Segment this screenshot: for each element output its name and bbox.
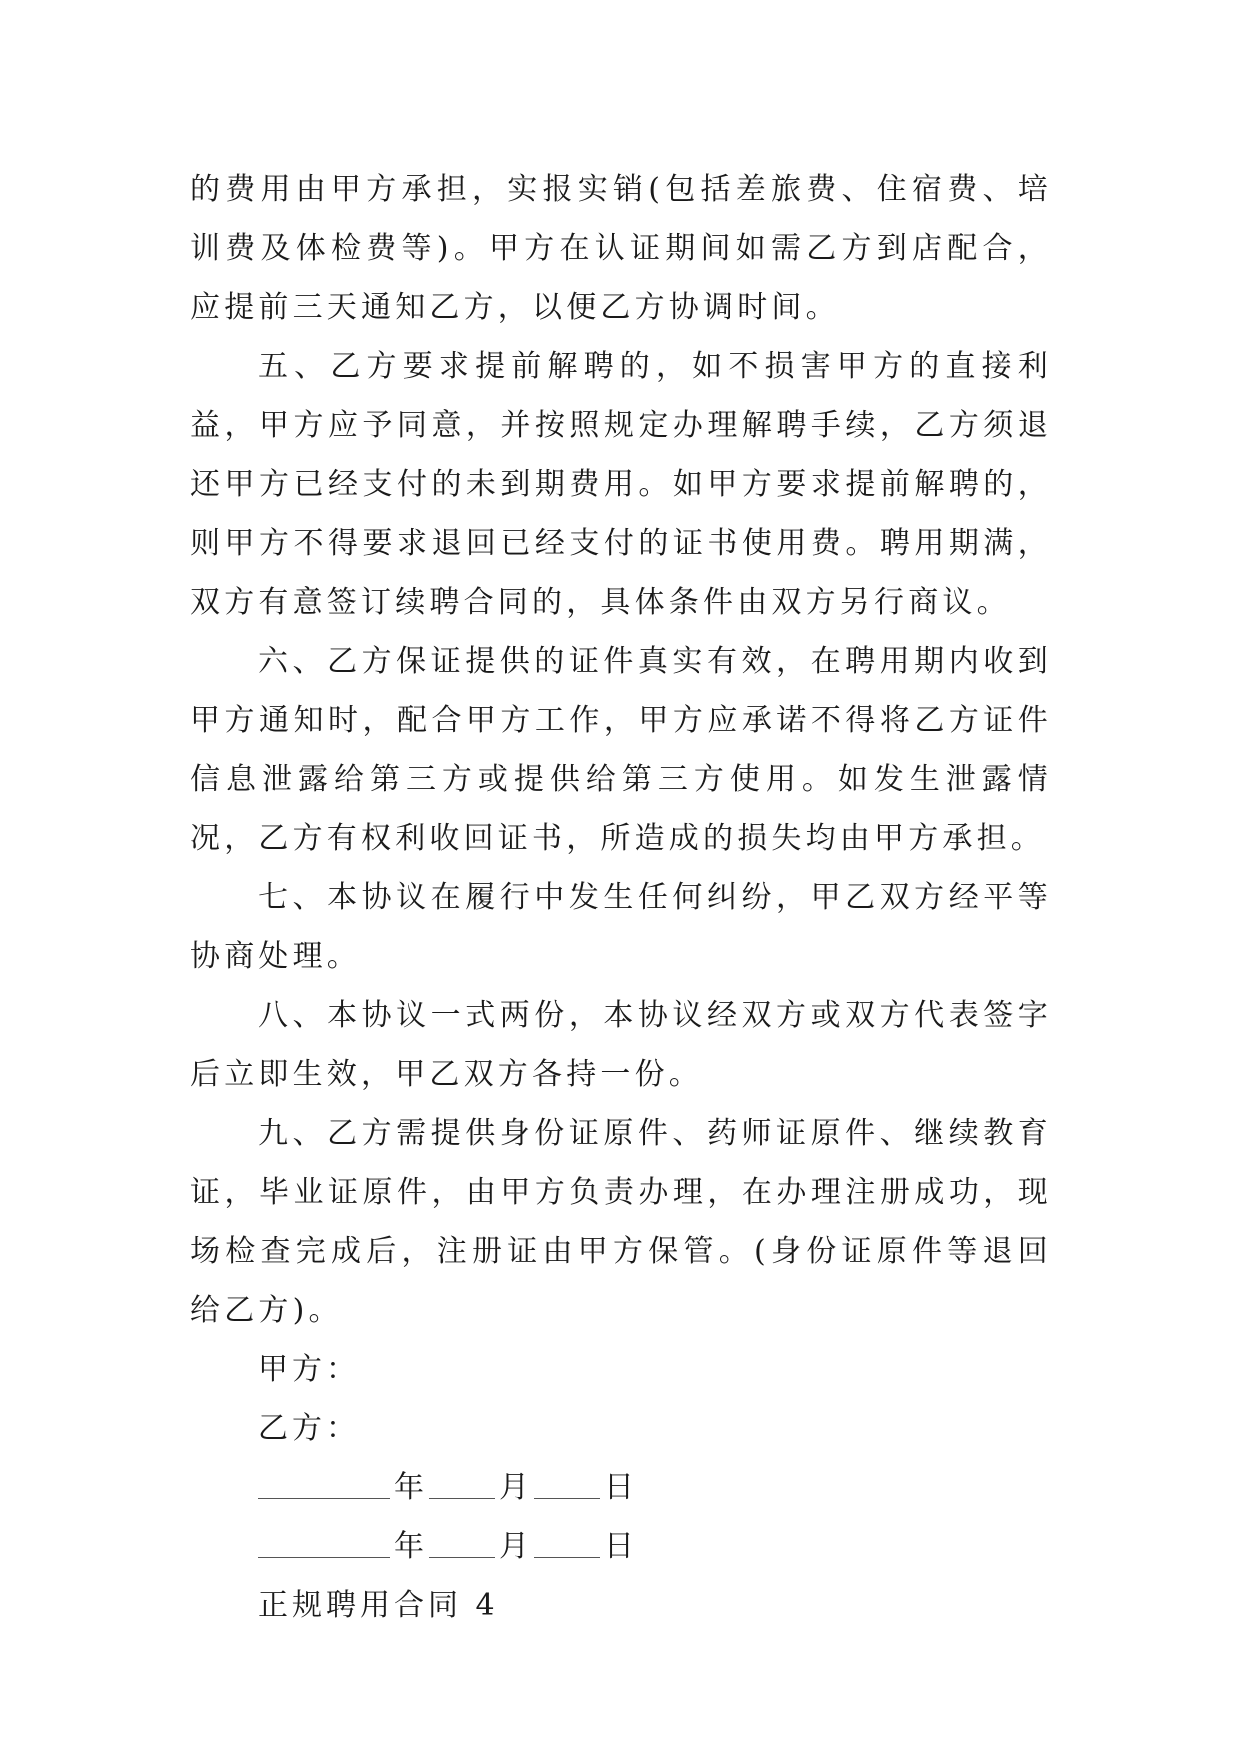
month-unit: 月 <box>499 1529 530 1564</box>
date-line-party-a <box>190 1458 1052 1517</box>
day-unit: 日 <box>604 1529 635 1564</box>
party-b-signature-label: 乙方： <box>258 1411 360 1446</box>
day-unit: 日 <box>604 1470 635 1505</box>
year-blank <box>258 1517 390 1558</box>
day-blank <box>534 1517 600 1558</box>
month-blank <box>429 1458 495 1499</box>
clause-9-required-documents: 九、乙方需提供身份证原件、药师证原件、继续教育证，毕业证原件，由甲方负责办理，在办理注册成功，现场检查完成后，注册证由甲方保管。(身份证原件等退回给乙方)。 <box>190 1116 1052 1328</box>
year-unit: 年 <box>394 1529 425 1564</box>
year-unit: 年 <box>394 1470 425 1505</box>
month-blank <box>429 1517 495 1558</box>
year-blank <box>258 1458 390 1499</box>
clause-7-dispute-resolution: 七、本协议在履行中发生任何纠纷，甲乙双方经平等协商处理。 <box>190 880 1052 974</box>
party-a-signature-label: 甲方： <box>258 1352 360 1387</box>
month-unit: 月 <box>499 1470 530 1505</box>
date-line-party-b <box>190 1517 1052 1576</box>
clause-5-early-termination: 五、乙方要求提前解聘的，如不损害甲方的直接利益，甲方应予同意，并按照规定办理解聘手续，乙方须退还甲方已经支付的未到期费用。如甲方要求提前解聘的，则甲方不得要求退回已经支付的证书使用费。聘用期满，双方有意签订续聘合同的，具体条件由双方另行商议。 <box>190 349 1052 620</box>
document-body <box>190 160 1052 1635</box>
next-section-title: 正规聘用合同 4 <box>258 1588 499 1623</box>
paragraph-expenses-continued: 的费用由甲方承担，实报实销(包括差旅费、住宿费、培训费及体检费等)。甲方在认证期间如需乙方到店配合，应提前三天通知乙方，以便乙方协调时间。 <box>190 172 1052 325</box>
day-blank <box>534 1458 600 1499</box>
clause-8-copies-and-effect: 八、本协议一式两份，本协议经双方或双方代表签字后立即生效，甲乙双方各持一份。 <box>190 998 1052 1092</box>
clause-6-certificate-confidentiality: 六、乙方保证提供的证件真实有效，在聘用期内收到甲方通知时，配合甲方工作，甲方应承诺不得将乙方证件信息泄露给第三方或提供给第三方使用。如发生泄露情况，乙方有权利收回证书，所造成的损失均由甲方承担。 <box>190 644 1052 856</box>
